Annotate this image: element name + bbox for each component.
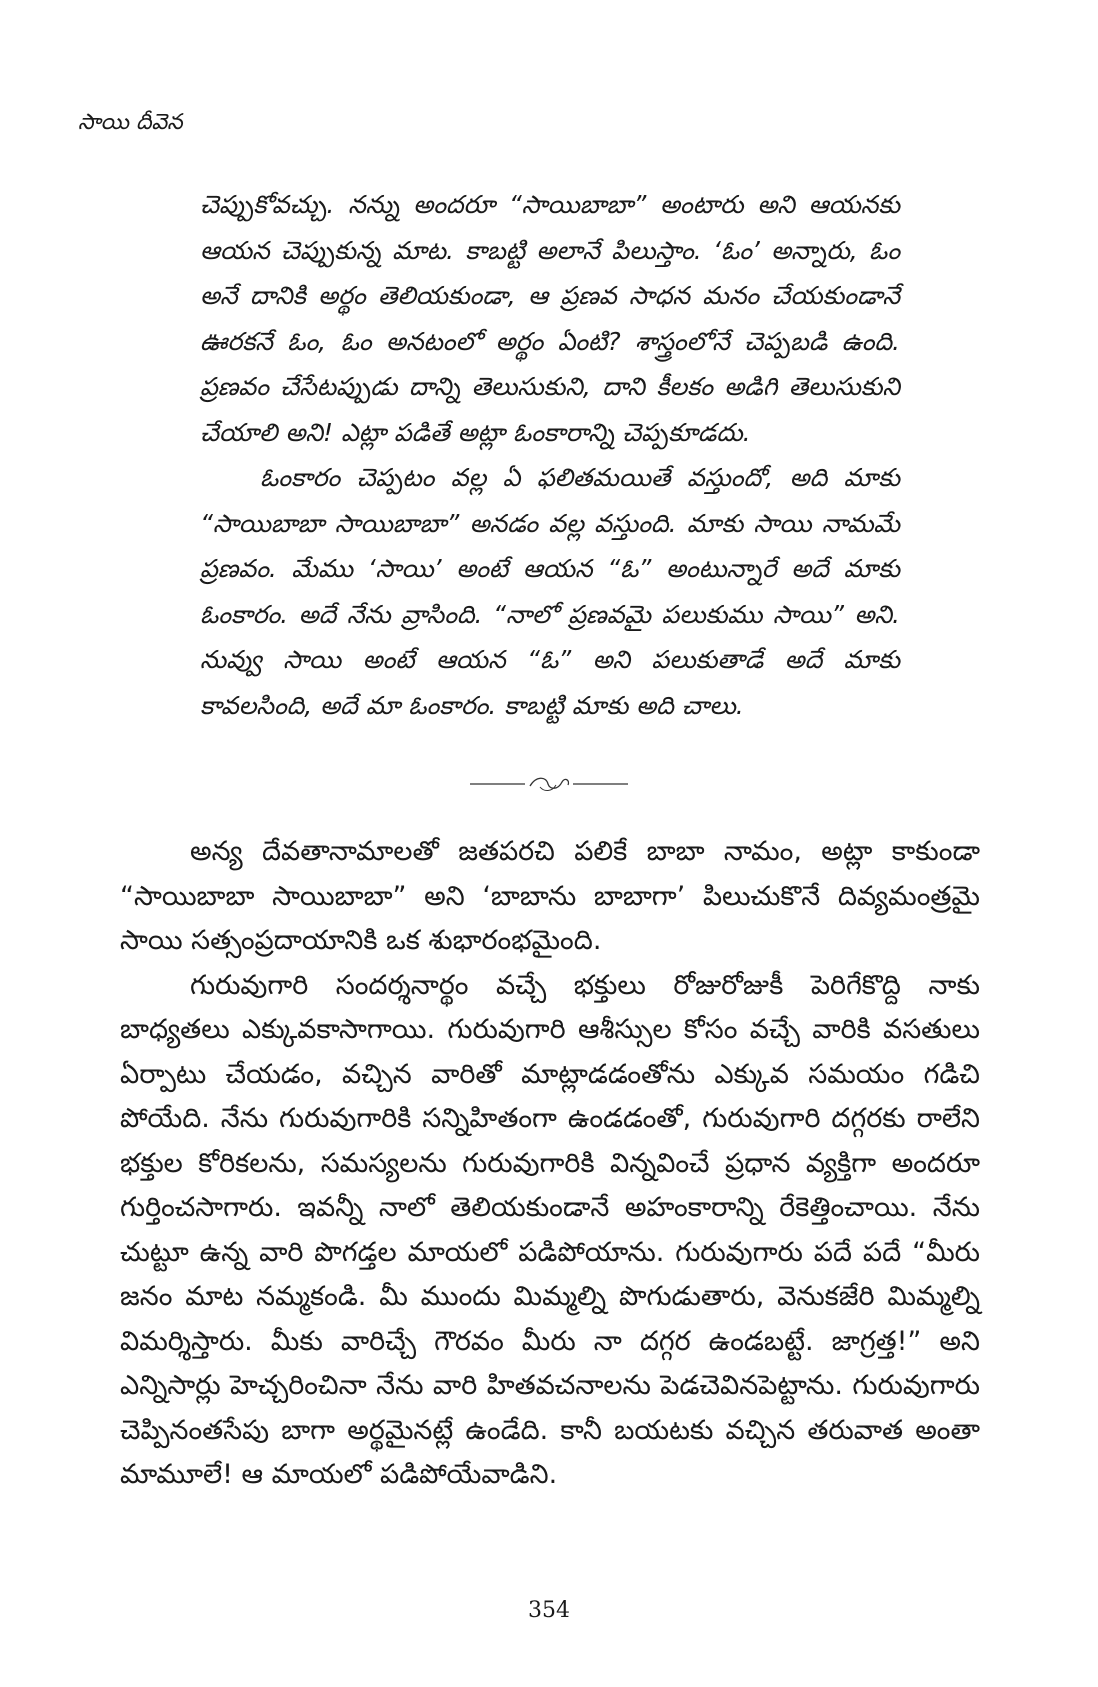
running-header: సాయి దీవెన: [78, 110, 183, 135]
flourish-divider-icon: [470, 772, 628, 796]
quote-paragraph-1: చెప్పుకోవచ్చు. నన్ను అందరూ “సాయిబాబా” అంటారు అని ఆయనకు ఆయన చెప్పుకున్న మాట. కాబట్టి అలానే పిలుస్తాం. ‘ఓం’ అన్నారు, ఓం అనే దానికి అర్థం తెలియకుండా, ఆ ప్రణవ సాధన మనం చేయకుండానే ఊరకనే ఓం, ఓం అనటంలో అర్థం ఏంటి? శాస్త్రంలోనే చెప్పబడి ఉంది. ప్రణవం చేసేటప్పుడు దాన్ని తెలుసుకుని, దాని కీలకం అడిగి తెలుసుకుని చేయాలి అని! ఎట్లా పడితే అట్లా ఓంకారాన్ని చెప్పకూడదు.: [200, 190, 900, 447]
body-paragraph-2: గురువుగారి సందర్శనార్థం వచ్చే భక్తులు రోజురోజుకీ పెరిగేకొద్ది నాకు బాధ్యతలు ఎక్కువకాసాగాయి. గురువుగారి ఆశీస్సుల కోసం వచ్చే వారికి వసతులు ఏర్పాటు చేయడం, వచ్చిన వారితో మాట్లాడడంతోను ఎక్కువ సమయం గడిచి పోయేది. నేను గురువుగారికి సన్నిహితంగా ఉండడంతో, గురువుగారి దగ్గరకు రాలేని భక్తుల కోరికలను, సమస్యలను గురువుగారికి విన్నవించే ప్రధాన వ్యక్తిగా అందరూ గుర్తించసాగారు. ఇవన్నీ నాలో తెలియకుండానే అహంకారాన్ని రేకెత్తించాయి. నేను చుట్టూ ఉన్న వారి పొగడ్తల మాయలో పడిపోయాను. గురువుగారు పదే పదే “మీరు జనం మాట నమ్మకండి. మీ ముందు మిమ్మల్ని పొగుడుతారు, వెనుకజేరి మిమ్మల్ని విమర్శిస్తారు. మీకు వారిచ్చే గౌరవం మీరు నా దగ్గర ఉండబట్టే. జాగ్రత్త!” అని ఎన్నిసార్లు హెచ్చరించినా నేను వారి హితవచనాలను పెడచెవినపెట్టాను. గురువుగారు చెప్పినంతసేపు బాగా అర్థమైనట్లే ఉండేది. కానీ బయటకు వచ్చిన తరువాత అంతా మామూలే! ఆ మాయలో పడిపోయేవాడిని.: [120, 969, 980, 1490]
page-number: 354: [528, 1598, 570, 1623]
quote-paragraph-2: ఓంకారం చెప్పటం వల్ల ఏ ఫలితమయితే వస్తుందో, అది మాకు “సాయిబాబా సాయిబాబా” అనడం వల్ల వస్తుంది. మాకు సాయి నామమే ప్రణవం. మేము ‘సాయి’ అంటే ఆయన “ఓ” అంటున్నారే అదే మాకు ఓంకారం. అదే నేను వ్రాసింది. “నాలో ప్రణవమై పలుకుము సాయి” అని. నువ్వు సాయి అంటే ఆయన “ఓ” అని పలుకుతాడే అదే మాకు కావలసింది, అదే మా ఓంకారం. కాబట్టి మాకు అది చాలు.: [200, 463, 900, 720]
body-text: [120, 830, 980, 1498]
body-paragraph-1: అన్య దేవతానామాలతో జతపరచి పలికే బాబా నామం, అట్లా కాకుండా “సాయిబాబా సాయిబాబా” అని ‘బాబాను బాబాగా’ పిలుచుకొనే దివ్యమంత్రమై సాయి సత్సంప్రదాయానికి ఒక శుభారంభమైంది.: [120, 836, 980, 956]
block-quote: [200, 182, 900, 728]
